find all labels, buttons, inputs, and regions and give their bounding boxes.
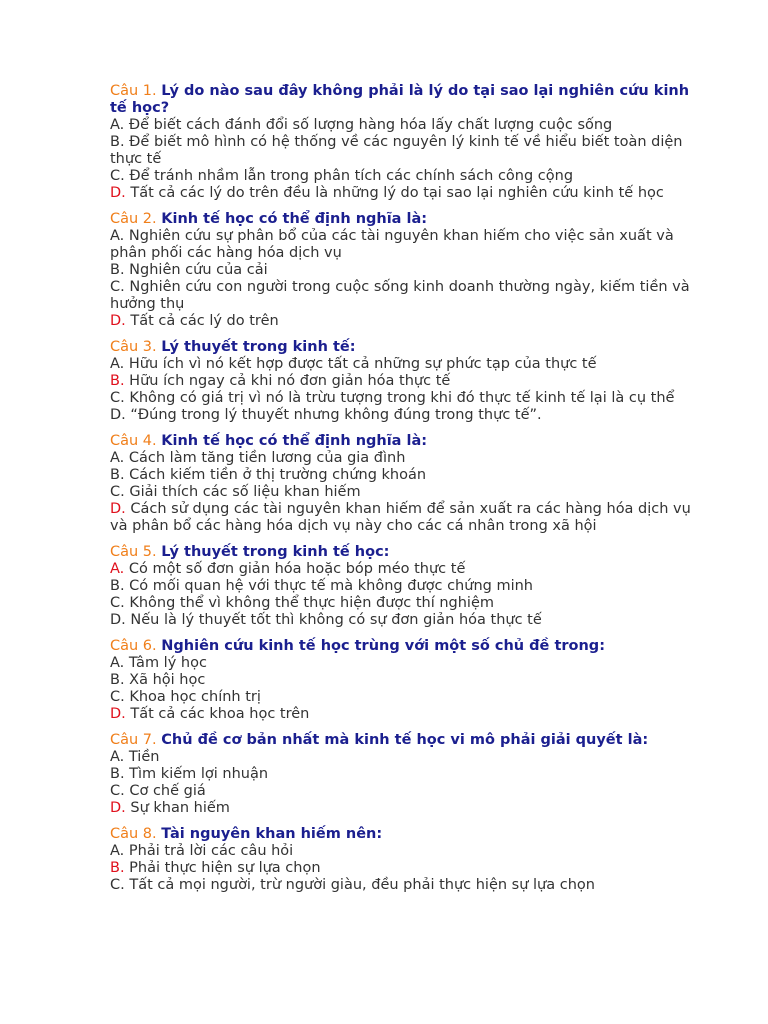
correct-answer-letter: A. <box>110 561 125 577</box>
question-title: Lý do nào sau đây không phải là lý do tại sao lại nghiên cứu kinh tế học? <box>110 83 690 116</box>
question-number: Câu 7. <box>110 732 157 748</box>
answer-option <box>110 578 695 595</box>
answer-option <box>110 373 695 390</box>
option-letter: B. <box>110 467 125 483</box>
question-number: Câu 8. <box>110 826 157 842</box>
option-letter: B. <box>110 766 125 782</box>
question-5 <box>110 544 695 629</box>
answer-option <box>110 800 695 817</box>
question-4 <box>110 433 695 535</box>
answer-option <box>110 766 695 783</box>
answer-option <box>110 612 695 629</box>
question-number: Câu 5. <box>110 544 157 560</box>
option-text: Khoa học chính trị <box>129 689 261 705</box>
question-list <box>110 83 695 903</box>
answer-option <box>110 783 695 800</box>
option-letter: A. <box>110 356 125 372</box>
option-text: Cách kiếm tiền ở thị trường chứng khoán <box>129 467 427 483</box>
question-title: Lý thuyết trong kinh tế học: <box>161 544 390 560</box>
correct-answer-letter: D. <box>110 185 126 201</box>
answer-option <box>110 484 695 501</box>
correct-answer-letter: D. <box>110 706 126 722</box>
option-text: Cách sử dụng các tài nguyên khan hiếm để sản xuất ra các hàng hóa dịch vụ và phân bổ các hàng hóa dịch vụ này cho các cá nhân trong xã hội <box>110 501 691 534</box>
answer-option <box>110 313 695 330</box>
answer-option <box>110 672 695 689</box>
option-letter: C. <box>110 783 125 799</box>
option-text: Nếu là lý thuyết tốt thì không có sự đơn giản hóa thực tế <box>130 612 542 628</box>
question-number: Câu 4. <box>110 433 157 449</box>
answer-option <box>110 877 695 894</box>
option-text: Hữu ích ngay cả khi nó đơn giản hóa thực tế <box>129 373 451 389</box>
question-number: Câu 1. <box>110 83 157 99</box>
answer-option <box>110 689 695 706</box>
correct-answer-letter: D. <box>110 800 126 816</box>
option-letter: C. <box>110 168 125 184</box>
answer-option <box>110 228 695 262</box>
option-text: “Đúng trong lý thuyết nhưng không đúng trong thực tế”. <box>130 407 542 423</box>
question-title: Nghiên cứu kinh tế học trùng với một số chủ đề trong: <box>161 638 605 654</box>
correct-answer-letter: D. <box>110 313 126 329</box>
option-text: Phải thực hiện sự lựa chọn <box>129 860 321 876</box>
question-number: Câu 2. <box>110 211 157 227</box>
question-7 <box>110 732 695 817</box>
option-letter: D. <box>110 612 126 628</box>
option-letter: C. <box>110 279 125 295</box>
option-letter: B. <box>110 262 125 278</box>
answer-option <box>110 595 695 612</box>
question-number: Câu 3. <box>110 339 157 355</box>
question-2 <box>110 211 695 330</box>
option-text: Tìm kiếm lợi nhuận <box>129 766 269 782</box>
option-text: Sự khan hiếm <box>130 800 230 816</box>
question-heading <box>110 732 695 749</box>
question-8 <box>110 826 695 894</box>
option-letter: D. <box>110 407 126 423</box>
answer-option <box>110 390 695 407</box>
option-text: Nghiên cứu của cải <box>129 262 268 278</box>
question-title: Kinh tế học có thể định nghĩa là: <box>161 211 428 227</box>
option-letter: C. <box>110 877 125 893</box>
answer-option <box>110 706 695 723</box>
option-letter: A. <box>110 450 125 466</box>
option-letter: A. <box>110 655 125 671</box>
option-text: Tất cả các lý do trên đều là những lý do tại sao lại nghiên cứu kinh tế học <box>130 185 664 201</box>
option-text: Không có giá trị vì nó là trừu tượng trong khi đó thực tế kinh tế lại là cụ thể <box>129 390 675 406</box>
answer-option <box>110 117 695 134</box>
option-text: Nghiên cứu sự phân bổ của các tài nguyên khan hiếm cho việc sản xuất và phân phối các hàng hóa dịch vụ <box>110 228 674 261</box>
option-text: Để biết cách đánh đổi số lượng hàng hóa lấy chất lượng cuộc sống <box>128 117 613 133</box>
answer-option <box>110 501 695 535</box>
option-text: Để biết mô hình có hệ thống về các nguyên lý kinh tế về hiểu biết toàn diện thực tế <box>110 134 683 167</box>
option-letter: C. <box>110 484 125 500</box>
question-heading <box>110 638 695 655</box>
question-3 <box>110 339 695 424</box>
answer-option <box>110 749 695 766</box>
option-text: Hữu ích vì nó kết hợp được tất cả những sự phức tạp của thực tế <box>128 356 597 372</box>
answer-option <box>110 561 695 578</box>
option-text: Nghiên cứu con người trong cuộc sống kinh doanh thường ngày, kiếm tiền và hưởng thụ <box>110 279 690 312</box>
answer-option <box>110 168 695 185</box>
option-text: Cơ chế giá <box>129 783 206 799</box>
option-letter: B. <box>110 672 125 688</box>
option-letter: A. <box>110 117 125 133</box>
answer-option <box>110 134 695 168</box>
option-text: Tất cả các khoa học trên <box>130 706 310 722</box>
option-letter: A. <box>110 843 125 859</box>
option-text: Tâm lý học <box>128 655 207 671</box>
option-text: Tiền <box>128 749 160 765</box>
option-text: Xã hội học <box>129 672 206 688</box>
answer-option <box>110 356 695 373</box>
option-letter: B. <box>110 134 125 150</box>
question-heading <box>110 339 695 356</box>
answer-option <box>110 843 695 860</box>
question-title: Tài nguyên khan hiếm nên: <box>161 826 383 842</box>
option-text: Phải trả lời các câu hỏi <box>128 843 294 859</box>
option-text: Cách làm tăng tiền lương của gia đình <box>128 450 406 466</box>
question-1 <box>110 83 695 202</box>
question-6 <box>110 638 695 723</box>
option-letter: A. <box>110 228 125 244</box>
option-letter: C. <box>110 689 125 705</box>
option-letter: A. <box>110 749 125 765</box>
option-text: Tất cả các lý do trên <box>130 313 279 329</box>
question-title: Chủ đề cơ bản nhất mà kinh tế học vi mô phải giải quyết là: <box>161 732 649 748</box>
option-text: Tất cả mọi người, trừ người giàu, đều phải thực hiện sự lựa chọn <box>129 877 595 893</box>
option-text: Không thể vì không thể thực hiện được thí nghiệm <box>129 595 495 611</box>
option-text: Có mối quan hệ với thực tế mà không được chứng minh <box>129 578 533 594</box>
option-text: Giải thích các số liệu khan hiếm <box>129 484 361 500</box>
question-heading <box>110 433 695 450</box>
answer-option <box>110 467 695 484</box>
option-letter: C. <box>110 595 125 611</box>
question-heading <box>110 83 695 117</box>
option-text: Có một số đơn giản hóa hoặc bóp méo thực tế <box>128 561 466 577</box>
question-number: Câu 6. <box>110 638 157 654</box>
question-heading <box>110 544 695 561</box>
option-letter: B. <box>110 578 125 594</box>
option-text: Để tránh nhầm lẫn trong phân tích các chính sách công cộng <box>129 168 574 184</box>
answer-option <box>110 262 695 279</box>
answer-option <box>110 407 695 424</box>
answer-option <box>110 185 695 202</box>
correct-answer-letter: B. <box>110 373 125 389</box>
question-title: Kinh tế học có thể định nghĩa là: <box>161 433 428 449</box>
question-heading <box>110 211 695 228</box>
answer-option <box>110 655 695 672</box>
question-title: Lý thuyết trong kinh tế: <box>161 339 356 355</box>
answer-option <box>110 860 695 877</box>
answer-option <box>110 450 695 467</box>
option-letter: C. <box>110 390 125 406</box>
correct-answer-letter: B. <box>110 860 125 876</box>
answer-option <box>110 279 695 313</box>
correct-answer-letter: D. <box>110 501 126 517</box>
question-heading <box>110 826 695 843</box>
